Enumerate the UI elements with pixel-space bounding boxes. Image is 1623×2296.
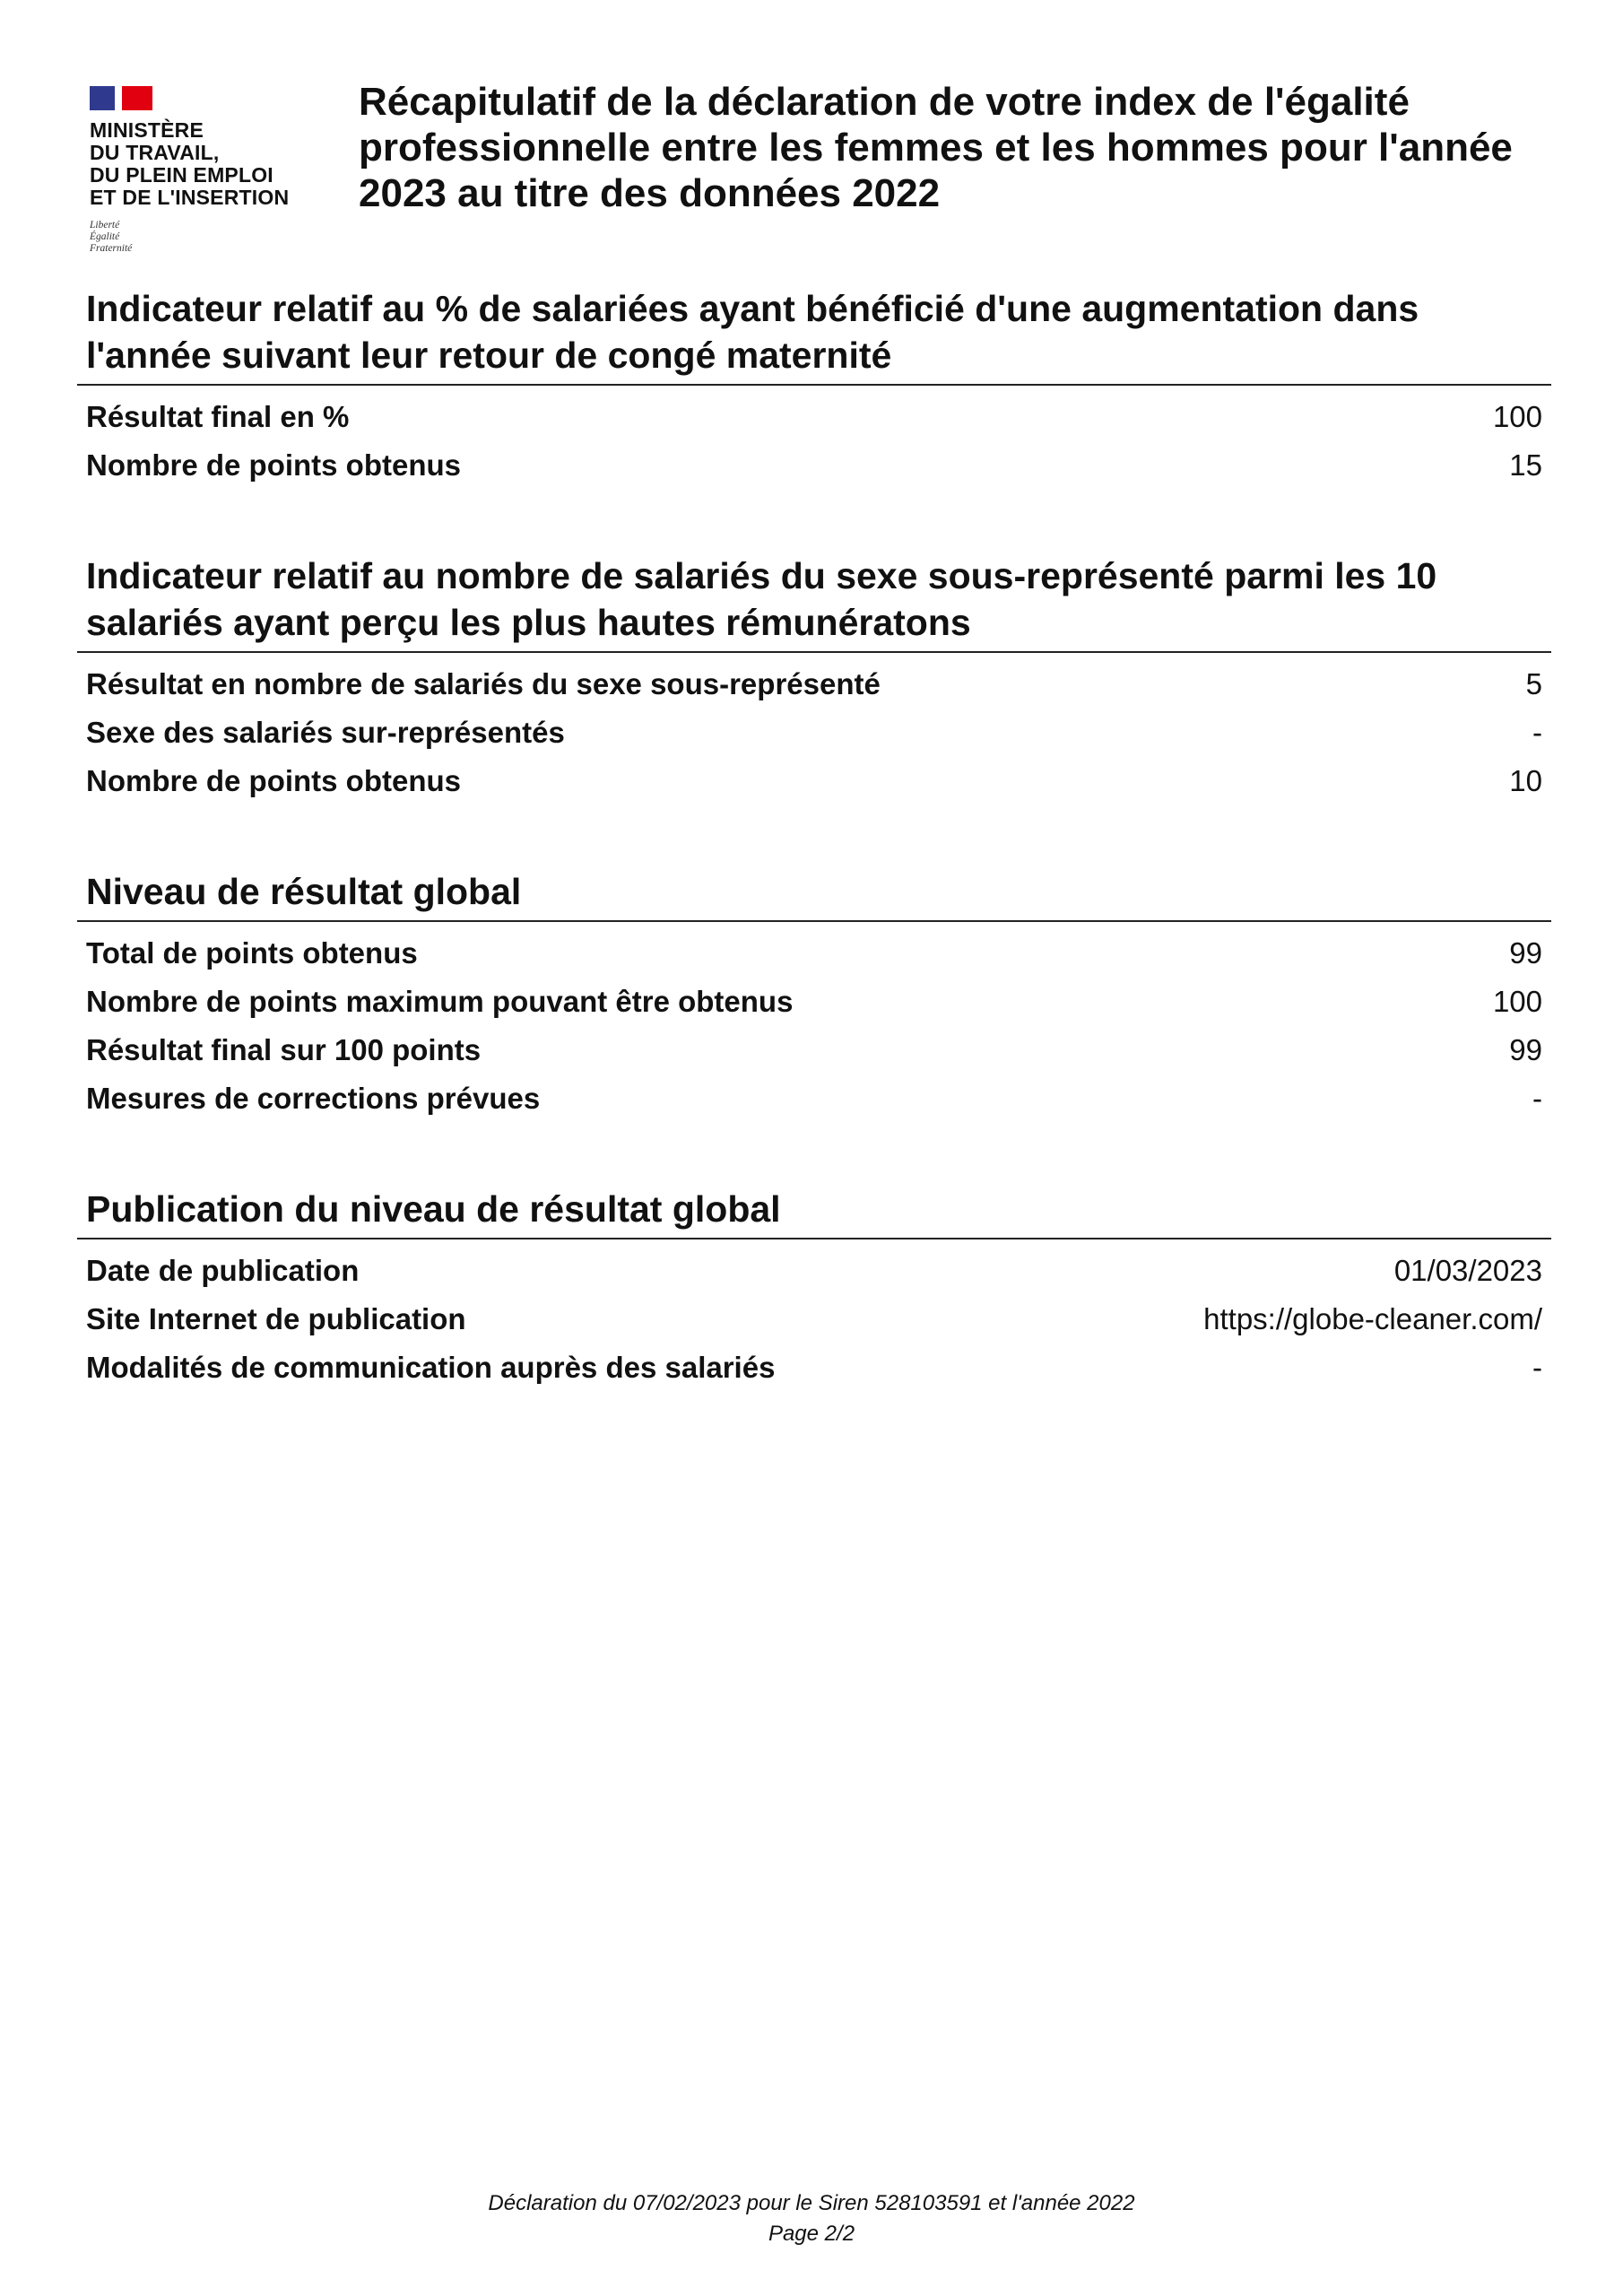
french-flag-icon [90,86,152,110]
row-label: Date de publication [86,1254,360,1287]
row-label: Total de points obtenus [86,936,418,970]
section-publication [77,1186,1551,1392]
row-value: 5 [1525,667,1542,700]
data-row [77,709,1551,757]
section-maternity-indicator [77,285,1551,490]
row-label: Nombre de points obtenus [86,448,462,482]
row-value: 99 [1509,1033,1542,1066]
data-row [77,757,1551,805]
section-title: Indicateur relatif au nombre de salariés du sexe sous-représenté parmi les 10 salariés ayant perçu les plus hautes rémunératons [77,552,1551,653]
data-row [77,929,1551,978]
row-label: Site Internet de publication [86,1302,466,1335]
document-title: Récapitulatif de la déclaration de votre index de l'égalité professionnelle entre les femmes et les hommes pour l'année 2023 au titre des données 2022 [359,80,1513,215]
section-title: Indicateur relatif au % de salariées ayant bénéficié d'une augmentation dans l'année suivant leur retour de congé maternité [77,285,1551,386]
row-value: 100 [1492,400,1542,433]
data-row [77,1247,1551,1295]
declaration-note: Déclaration du 07/02/2023 pour le Siren 528103591 et l'année 2022 [488,2191,1135,2215]
row-value: 100 [1492,985,1542,1018]
data-row [77,393,1551,441]
row-value: - [1532,1082,1542,1115]
ministry-logo [90,86,332,265]
data-row [77,1026,1551,1074]
section-title: Publication du niveau de résultat global [77,1186,1551,1239]
page-number: Page 2/2 [768,2222,855,2246]
row-label: Résultat en nombre de salariés du sexe sous-représenté [86,667,881,700]
section-top-earners-indicator [77,552,1551,805]
section-title: Niveau de résultat global [77,868,1551,922]
row-value: 10 [1509,764,1542,797]
row-label: Mesures de corrections prévues [86,1082,541,1115]
row-label: Modalités de communication auprès des salariés [86,1351,776,1384]
row-label: Sexe des salariés sur-représentés [86,716,565,749]
publication-website: https://globe-cleaner.com/ [1203,1302,1542,1335]
data-row [77,1074,1551,1123]
republic-motto: Liberté Égalité Fraternité [90,220,133,254]
data-row [77,1344,1551,1392]
row-label: Résultat final en % [86,400,350,433]
data-row [77,660,1551,709]
row-value: 15 [1509,448,1542,482]
row-label: Résultat final sur 100 points [86,1033,482,1066]
row-value: - [1532,716,1542,749]
data-row [77,1295,1551,1344]
row-value: - [1532,1351,1542,1384]
data-row [77,978,1551,1026]
row-label: Nombre de points maximum pouvant être obtenus [86,985,794,1018]
section-global-result [77,868,1551,1123]
row-label: Nombre de points obtenus [86,764,462,797]
row-value: 99 [1509,936,1542,970]
data-row [77,441,1551,490]
row-value: 01/03/2023 [1393,1254,1542,1287]
ministry-name: MINISTÈRE DU TRAVAIL, DU PLEIN EMPLOI ET DE L'INSERTION [90,118,290,209]
page-footer [0,2188,1623,2249]
